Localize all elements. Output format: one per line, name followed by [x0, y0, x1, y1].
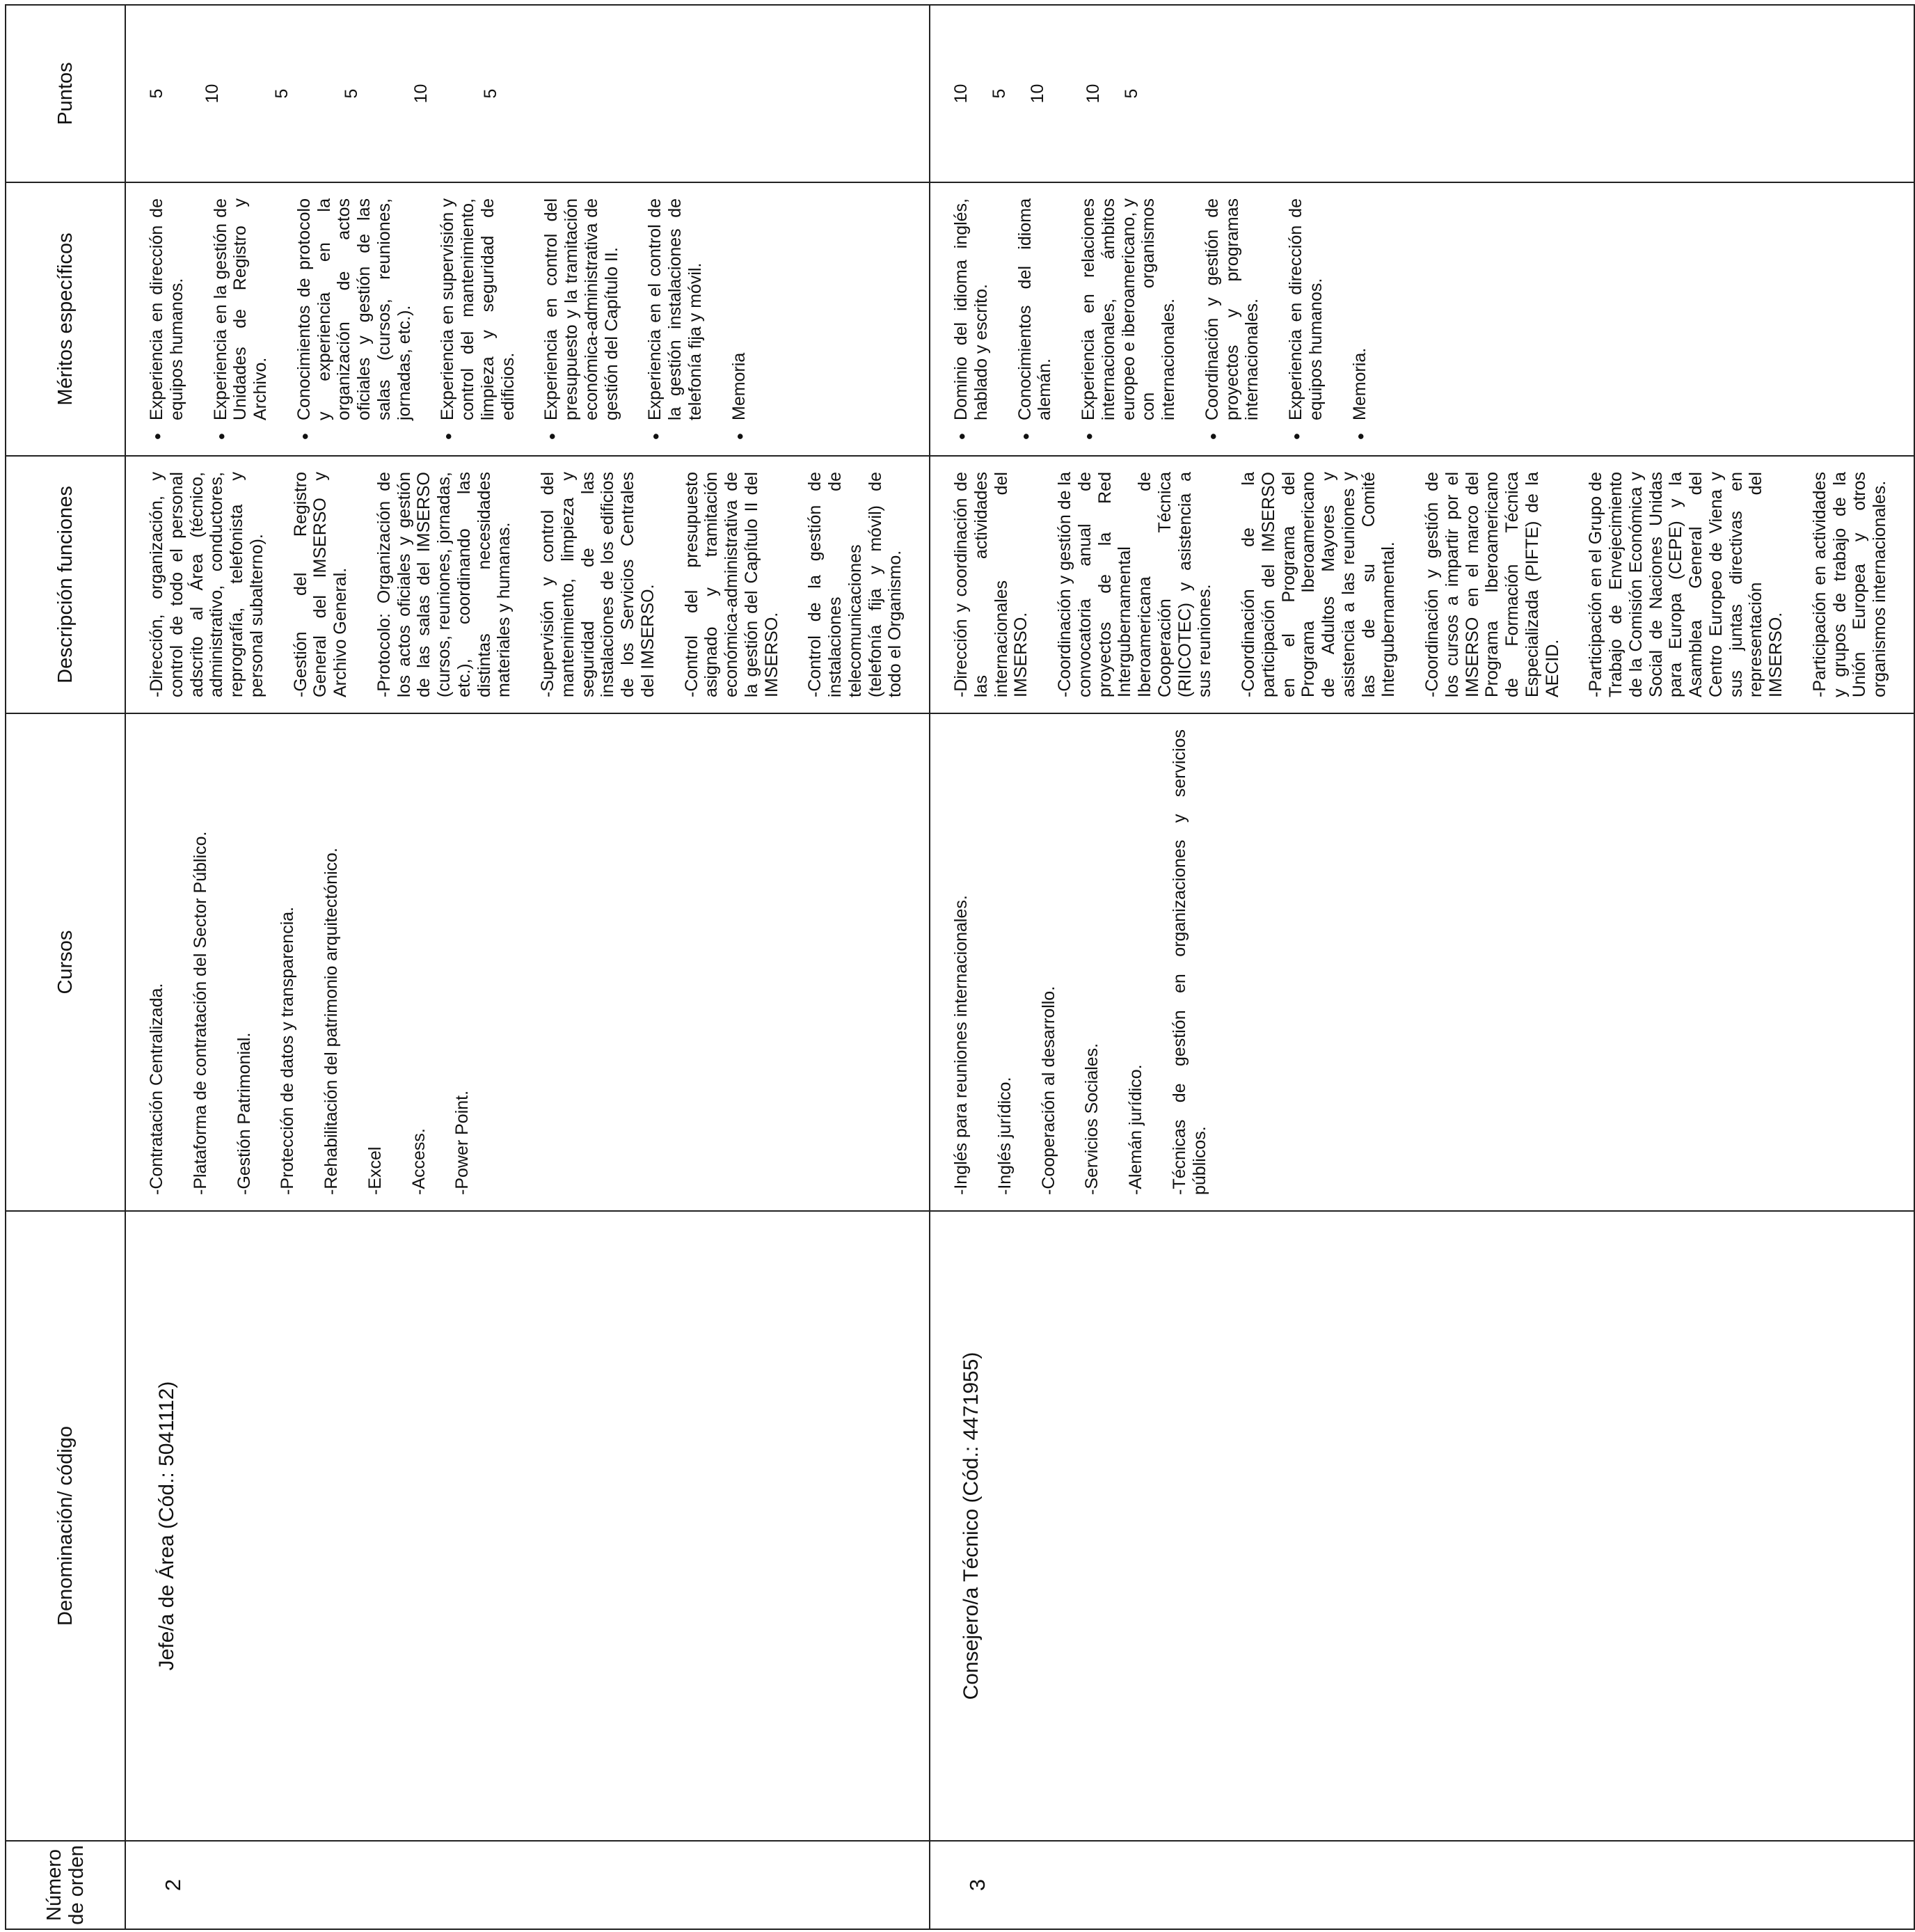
row-meritos — [930, 182, 1914, 456]
row-denominacion: Jefe/a de Área (Cód.: 5041112) — [125, 1211, 930, 1841]
puntos-value: 10 — [1028, 84, 1047, 104]
puntos-value: 10 — [1083, 84, 1103, 104]
funcion-item: -Coordinación y gestión de la convocatoria anual de proyectos de la Red Intergubernamental Iberoamericana de Cooperación Técnica (RIICOTEC) y asistencia a sus reuniones. — [1055, 472, 1215, 697]
merito-item: • Coordinación y gestión de proyectos y programas internacionales. — [1202, 198, 1262, 440]
curso-item: -Protección de datos y transparencia. — [278, 906, 298, 1195]
row-puntos — [930, 5, 1914, 182]
merito-item: • Experiencia en el control de la gestión instalaciones de telefonía fija y móvil. — [645, 198, 705, 440]
curso-item: -Inglés jurídico. — [994, 1077, 1015, 1195]
row-funciones — [930, 456, 1914, 713]
header-puntos: Puntos — [6, 5, 125, 182]
curso-item: -Plataforma de contratación del Sector Público. — [190, 831, 210, 1195]
merito-item: • Experiencia en la gestión de Unidades de Registro y Archivo. — [211, 198, 271, 440]
funcion-item: -Coordinación y gestión de los cursos a impartir por el IMSERSO en el marco del Programa Iberoamericano de Formación Técnica Especializada (PIFTE) de la AECID. — [1422, 472, 1562, 697]
funcion-item: -Participación en el Grupo de Trabajo de Envejecimiento de la Comisión Económica y Social de Naciones Unidas para Europa (CEPE) y la Asamblea General del Centro Europeo de Viena y sus juntas directivas en representación del IMSERSO. — [1586, 472, 1786, 697]
table-row — [125, 5, 930, 1929]
funcion-item: -Supervisión y control del mantenimiento, limpieza y seguridad de las instalaciones de los edificios de los Servicios Centrales del IMSERSO. — [538, 472, 658, 697]
puntos-value: 5 — [272, 88, 292, 99]
merito-item: • Dominio del idioma inglés, hablado y escrito. — [951, 198, 992, 440]
curso-item: -Access. — [408, 1128, 429, 1195]
merito-item: • Conocimientos de protocolo y experiencia en la organización de actos oficiales y gestión de las salas (cursos, reuniones, jornadas, etc.). — [294, 198, 415, 440]
funcion-item: -Gestión del Registro General del IMSERSO y Archivo General. — [290, 472, 350, 697]
curso-item: -Servicios Sociales. — [1082, 1043, 1102, 1195]
puntos-value: 5 — [147, 88, 166, 99]
merits-table — [5, 4, 1915, 1930]
curso-item: -Power Point. — [452, 1090, 472, 1195]
puntos-value: 5 — [990, 88, 1009, 99]
curso-item: -Cooperación al desarrollo. — [1038, 985, 1058, 1195]
funcion-item: -Dirección y coordinación de las actividades internacionales del IMSERSO. — [951, 472, 1031, 697]
row-cursos — [125, 713, 930, 1211]
header-denominacion: Denominación/ código — [6, 1211, 125, 1841]
curso-item: -Alemán jurídico. — [1126, 1064, 1145, 1195]
row-number: 2 — [125, 1841, 930, 1929]
merito-item: • Experiencia en supervisión y control del mantenimiento, limpieza y seguridad de edificios. — [438, 198, 518, 440]
row-denominacion: Consejero/a Técnico (Cód.: 4471955) — [930, 1211, 1914, 1841]
puntos-value: 5 — [481, 88, 500, 99]
funcion-item: -Participación en actividades y grupos de trabajo de la Unión Europea y otros organismos internacionales. — [1809, 472, 1889, 697]
row-puntos — [125, 5, 930, 182]
table-row — [930, 5, 1914, 1929]
funcion-item: -Control del presupuesto asignado y tramitación económica-administrativa de la gestión del Capítulo II del IMSERSO. — [681, 472, 781, 697]
row-funciones — [125, 456, 930, 713]
header-cursos: Cursos — [6, 713, 125, 1211]
curso-item: -Gestión Patrimonial. — [234, 1032, 254, 1195]
puntos-value: 10 — [202, 84, 222, 104]
puntos-value: 5 — [1122, 88, 1141, 99]
puntos-value: 5 — [342, 88, 361, 99]
funcion-item: -Protocolo: Organización de los actos oficiales y gestión de las salas del IMSERSO (cursos, reuniones, jornadas, etc.), coordinando las distintas necesidades materiales y humanas. — [374, 472, 514, 697]
puntos-value: 10 — [411, 84, 431, 104]
curso-item: -Inglés para reuniones internacionales. — [951, 895, 971, 1195]
funcion-item: -Control de la gestión de instalaciones de telecomunicaciones (telefonía fija y móvil) de todo el Organismo. — [805, 472, 905, 697]
curso-item: -Contratación Centralizada. — [147, 983, 166, 1195]
row-meritos — [125, 182, 930, 456]
header-row — [6, 5, 125, 1929]
puntos-value: 10 — [951, 84, 971, 104]
merito-item: • Experiencia en dirección de equipos humanos. — [1286, 198, 1326, 440]
curso-item: -Rehabilitación del patrimonio arquitectónico. — [321, 848, 341, 1195]
merito-item: • Memoria — [729, 198, 749, 440]
merito-item: • Experiencia en dirección de equipos humanos. — [147, 198, 187, 440]
curso-item: -Técnicas de gestión en organizaciones y servicios públicos. — [1169, 729, 1209, 1195]
merito-item: • Memoria. — [1350, 198, 1370, 440]
header-numero: Número de orden — [6, 1841, 125, 1929]
funcion-item: -Dirección, organización, y control de todo el personal adscrito al Área (técnico, administrativo, conductores, reprografía, telefonista y personal subalterno). — [147, 472, 267, 697]
header-descripcion: Descripción funciones — [6, 456, 125, 713]
row-cursos — [930, 713, 1914, 1211]
merito-item: • Experiencia en relaciones internacionales, ámbitos europeo e iberoamericano, y con organismos internacionales. — [1079, 198, 1179, 440]
header-meritos: Méritos específicos — [6, 182, 125, 456]
curso-item: -Excel — [365, 1146, 385, 1195]
row-number: 3 — [930, 1841, 1914, 1929]
merito-item: • Conocimientos del idioma alemán. — [1015, 198, 1056, 440]
funcion-item: -Coordinación de la participación del IMSERSO en el Programa del Programa Iberoamericano de Adultos Mayores y asistencia a las reuniones y las de su Comité Intergubernamental. — [1239, 472, 1399, 697]
merito-item: • Experiencia en control del presupuesto y la tramitación económica-administrativa de gestión del Capítulo II. — [541, 198, 621, 440]
